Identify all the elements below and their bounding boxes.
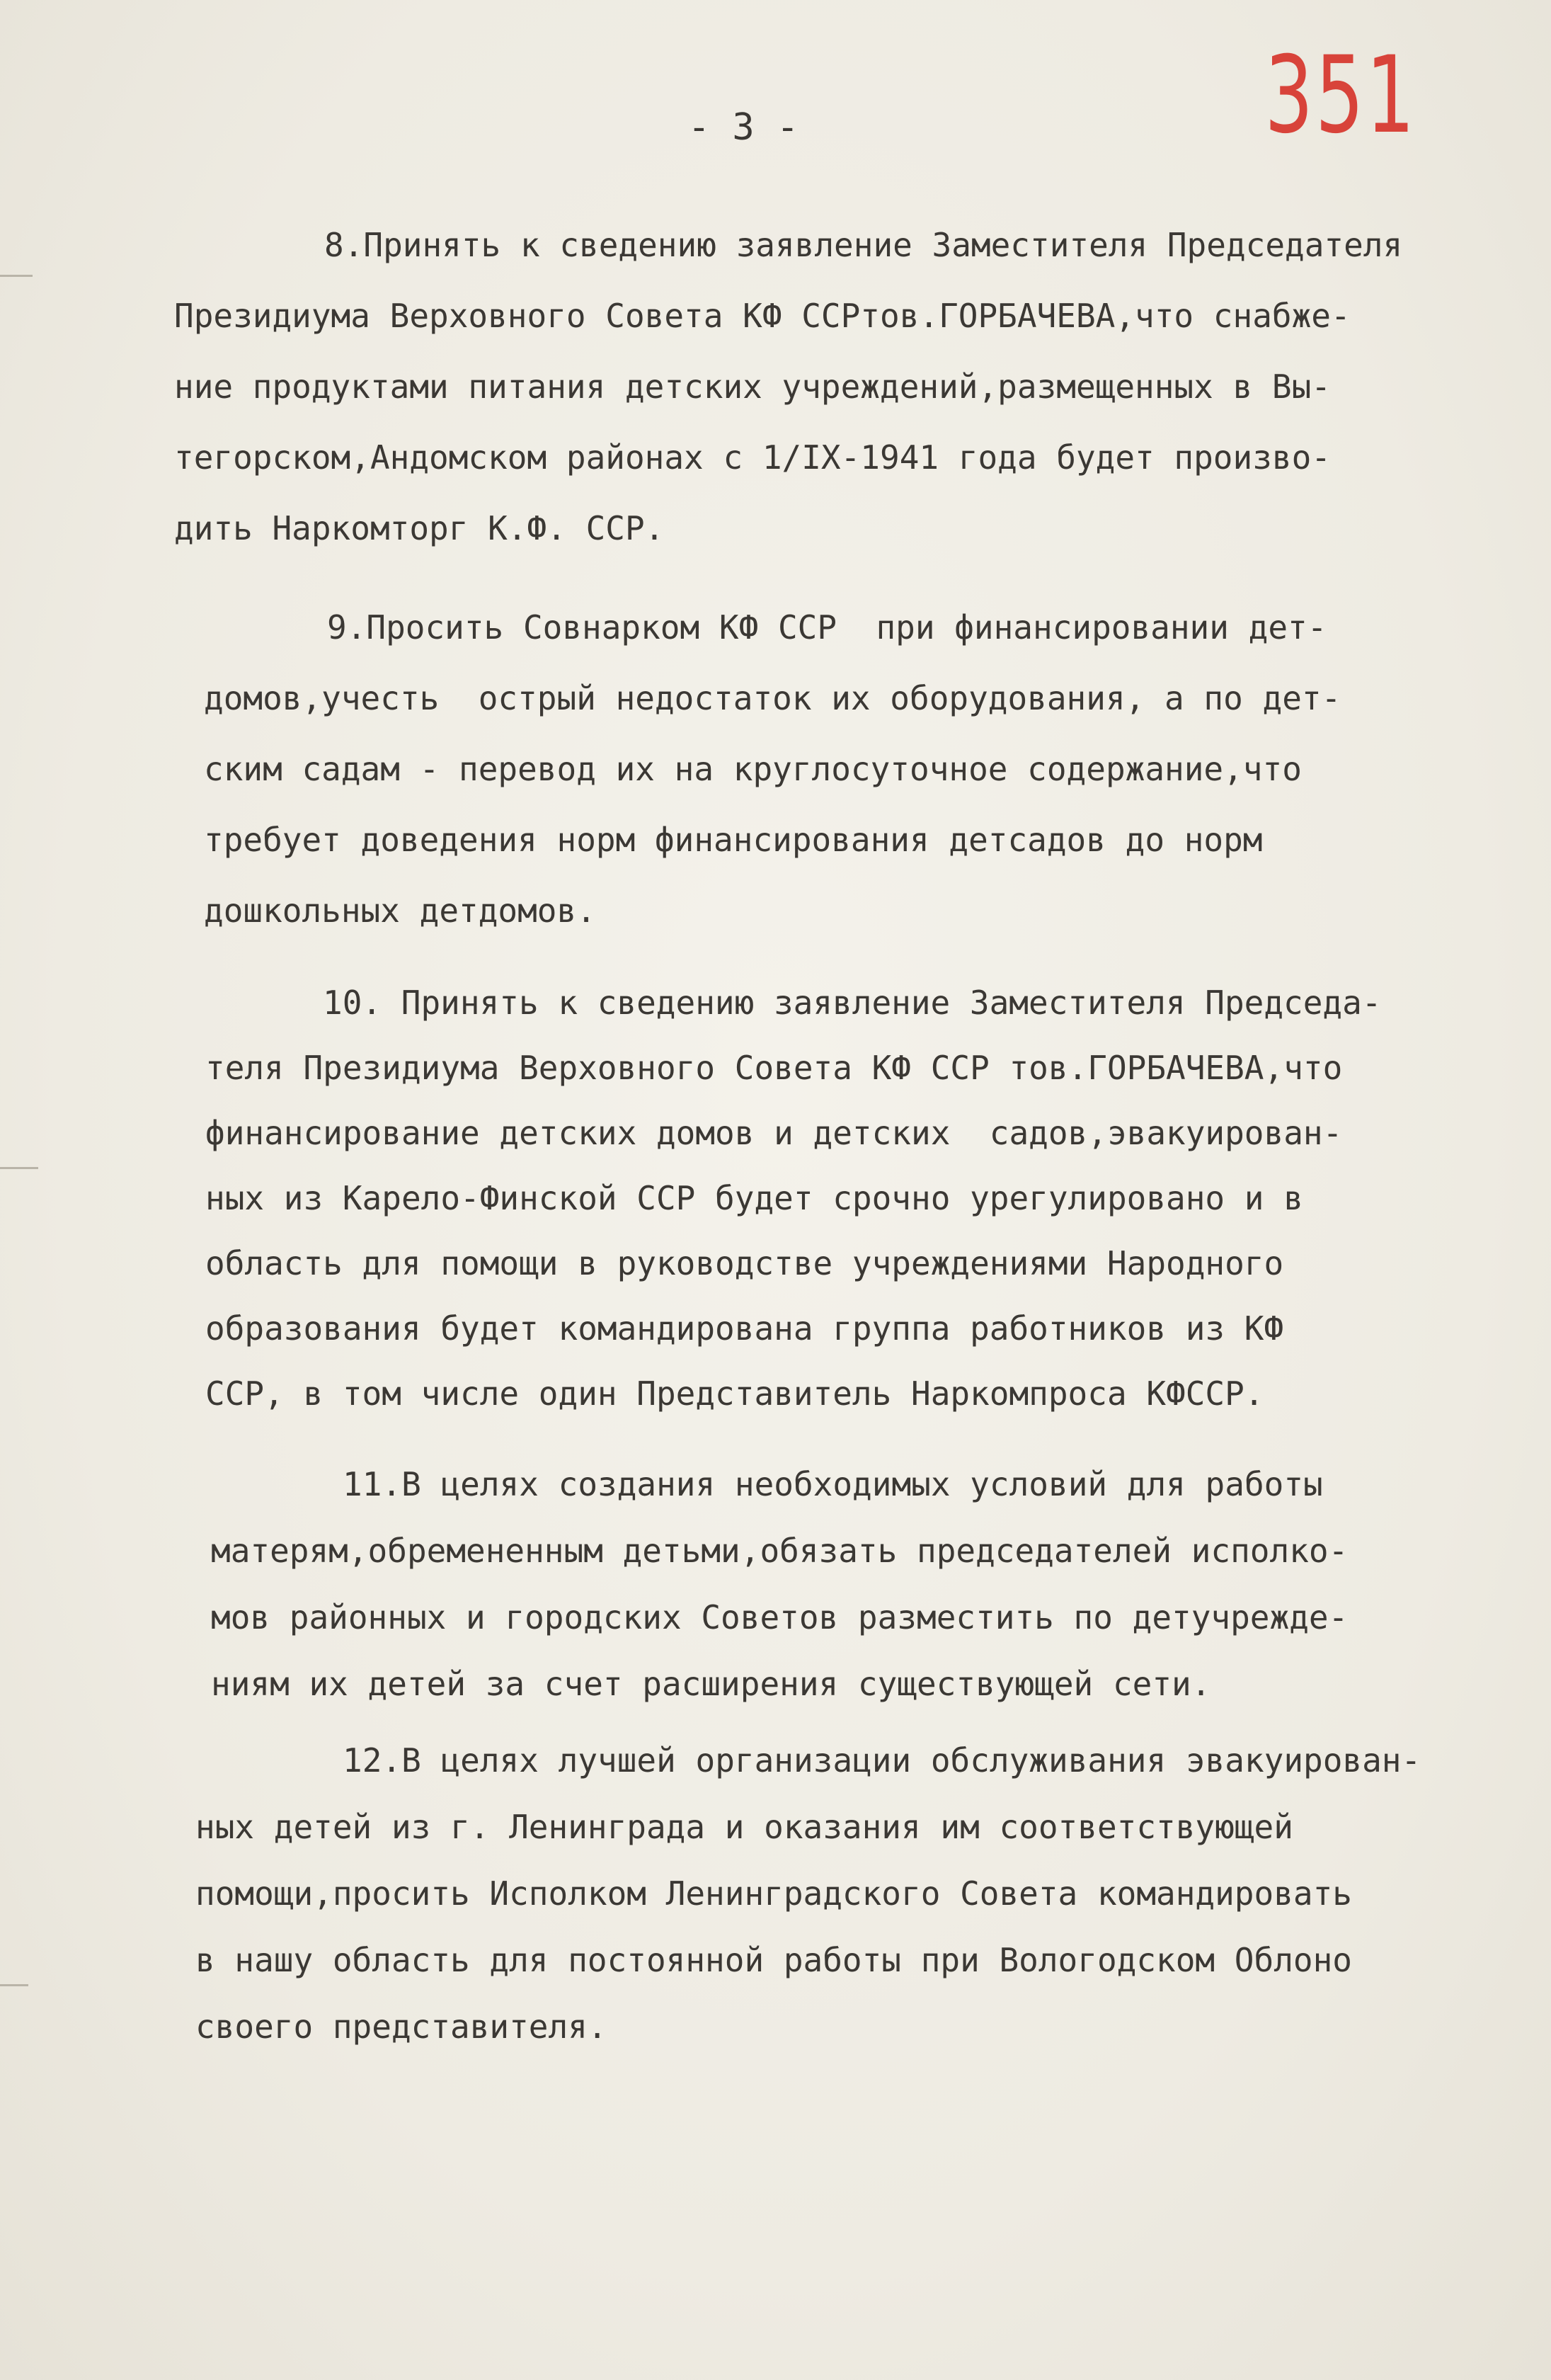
paragraph-line: дошкольных детдомов. bbox=[204, 892, 596, 930]
binding-thread-mark bbox=[0, 1167, 38, 1169]
paragraph-line: помощи,просить Исполком Ленинградского Совета командировать bbox=[195, 1874, 1352, 1913]
paragraph-line: 8.Принять к сведению заявление Заместителя Председателя bbox=[324, 226, 1403, 264]
binding-thread-mark bbox=[0, 1984, 28, 1986]
paragraph-line: 10. Принять к сведению заявление Заместителя Председа- bbox=[323, 984, 1382, 1022]
paragraph-line: теля Президиума Верховного Совета КФ ССР тов.ГОРБАЧЕВА,что bbox=[205, 1049, 1343, 1087]
paragraph-line: требует доведения норм финансирования детсадов до норм bbox=[204, 821, 1263, 859]
paragraph-line: дить Наркомторг К.Ф. ССР. bbox=[174, 509, 665, 547]
paragraph-line: ССР, в том числе один Представитель Наркомпроса КФССР. bbox=[205, 1374, 1264, 1413]
paragraph-line: тегорском,Андомском районах с 1/IX-1941 года будет произво- bbox=[174, 438, 1331, 477]
paragraph-line: своего представителя. bbox=[195, 2008, 607, 2046]
paragraph-line: мов районных и городских Советов разместить по детучрежде- bbox=[211, 1598, 1349, 1636]
paragraph-line: ниям их детей за счет расширения существующей сети. bbox=[211, 1665, 1211, 1703]
paragraph-line: ским садам - перевод их на круглосуточное содержание,что bbox=[204, 750, 1302, 788]
paragraph-line: 11.В целях создания необходимых условий для работы bbox=[343, 1465, 1323, 1503]
paragraph-line: в нашу область для постоянной работы при Вологодском Облоно bbox=[195, 1941, 1352, 1979]
page-number: - 3 - bbox=[687, 106, 799, 149]
archive-sheet-number: 351 bbox=[1264, 34, 1417, 157]
paragraph-line: Президиума Верховного Совета КФ ССРтов.ГОРБАЧЕВА,что снабже- bbox=[174, 297, 1351, 335]
binding-thread-mark bbox=[0, 275, 33, 277]
paragraph-line: финансирование детских домов и детских садов,эвакуирован- bbox=[205, 1114, 1343, 1152]
paragraph-line: домов,учесть острый недостаток их оборудования, а по дет- bbox=[204, 679, 1341, 717]
paragraph-line: область для помощи в руководстве учреждениями Народного bbox=[205, 1244, 1284, 1282]
paragraph-line: 9.Просить Совнарком КФ ССР при финансировании дет- bbox=[327, 608, 1327, 647]
paragraph-line: ние продуктами питания детских учреждений,размещенных в Вы- bbox=[174, 368, 1331, 406]
paragraph-line: ных детей из г. Ленинграда и оказания им соответствующей bbox=[195, 1808, 1293, 1846]
paragraph-line: ных из Карело-Финской ССР будет срочно урегулировано и в bbox=[205, 1179, 1303, 1217]
paragraph-line: матерям,обремененным детьми,обязать председателей исполко- bbox=[211, 1532, 1349, 1570]
paragraph-line: образования будет командирована группа работников из КФ bbox=[205, 1309, 1284, 1348]
paragraph-line: 12.В целях лучшей организации обслуживания эвакуирован- bbox=[343, 1741, 1421, 1780]
